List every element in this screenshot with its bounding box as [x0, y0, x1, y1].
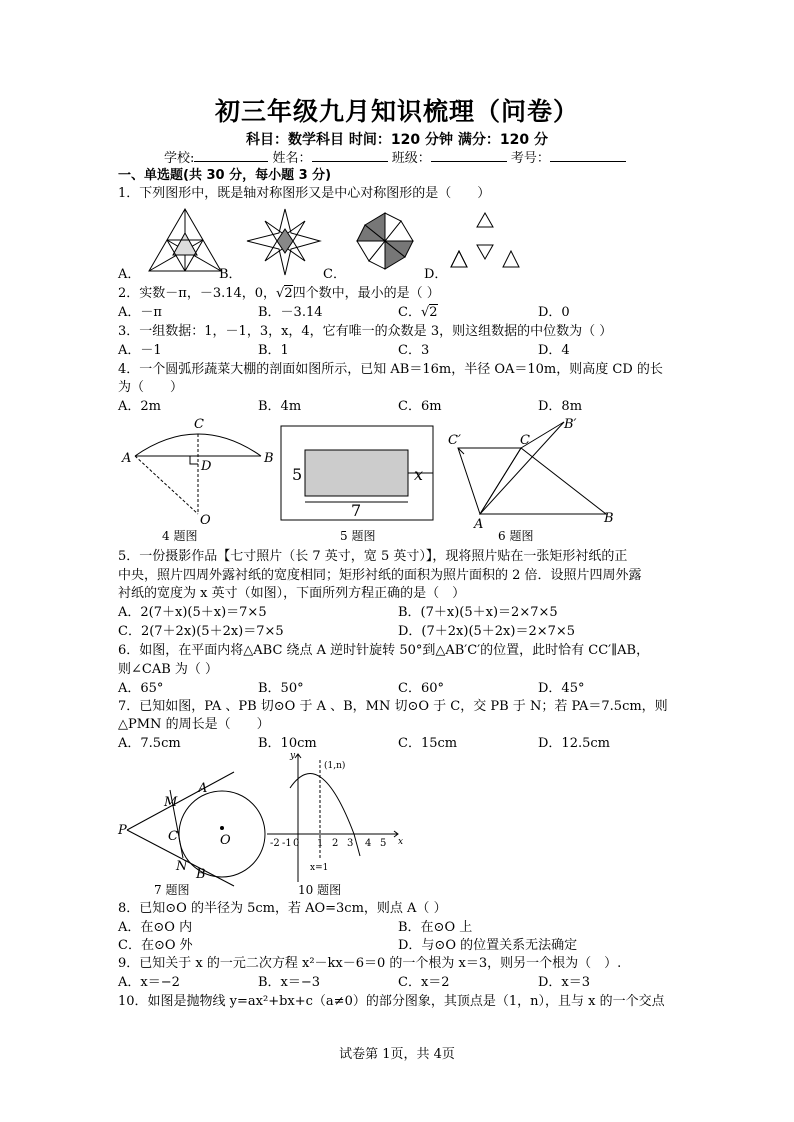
q1-option-d-figure — [451, 213, 519, 267]
q3-option-b[interactable]: B．1 — [258, 343, 289, 358]
q7-option-a[interactable]: A．7.5cm — [118, 736, 181, 751]
q5-stem-line1: 5．一份摄影作品【七寸照片（长 7 英寸，宽 5 英寸）】，现将照片贴在一张矩形衬纸的正 — [118, 549, 628, 564]
fig6-label-cprime: C′ — [448, 433, 461, 448]
q9-option-b[interactable]: B．x＝−3 — [258, 975, 321, 990]
fig10-tick-neg1: -1 — [282, 838, 292, 849]
q2-sqrt-arg: 2 — [284, 286, 293, 301]
fig10-vertex-label: (1,n) — [324, 761, 346, 771]
info-line — [164, 149, 626, 168]
q8-option-b[interactable]: B．在⊙O 上 — [398, 920, 473, 935]
q8-option-a[interactable]: A．在⊙O 内 — [118, 920, 193, 935]
q7-option-c[interactable]: C．15cm — [398, 736, 458, 751]
fig6-diagram — [458, 422, 606, 514]
school-blank[interactable] — [194, 149, 268, 162]
q7-stem-line1: 7．已知如图，PA 、PB 切⊙O 于 A 、B，MN 切⊙O 于 C，交 PB 于 N；若 PA＝7.5cm，则 — [118, 699, 668, 714]
sqrt-icon: √ — [420, 305, 430, 320]
q1-option-c-figure — [357, 213, 413, 269]
fig10-tick-4: 4 — [365, 838, 372, 849]
q6-option-d[interactable]: D．45° — [538, 681, 585, 696]
q6-option-a[interactable]: A．65° — [118, 681, 164, 696]
fig10-label-y: y — [290, 752, 296, 761]
fig7-label-m: M — [164, 795, 178, 810]
q9-option-c[interactable]: C．x＝2 — [398, 975, 450, 990]
q9-stem: 9．已知关于 x 的一元二次方程 x²－kx－6＝0 的一个根为 x＝3，则另一个根为（ ）. — [118, 956, 622, 971]
q5-option-d[interactable]: D．(7＋2x)(5＋2x)＝2×7×5 — [398, 624, 576, 639]
fig6-label-b: B — [604, 511, 614, 526]
fig4-label-a: A — [122, 451, 132, 466]
q4-option-b[interactable]: B．4m — [258, 399, 302, 414]
fig7-label-c: C — [168, 829, 178, 844]
fig4-diagram — [135, 434, 261, 514]
q2-option-c-arg: 2 — [429, 305, 438, 320]
class-blank[interactable] — [431, 149, 507, 162]
fig10-label-x: x — [398, 837, 404, 847]
q4-stem-line1: 4．一个圆弧形蔬菜大棚的剖面如图所示，已知 AB＝16m，半径 OA＝10m，则高度 CD 的长 — [118, 362, 663, 377]
q1-option-a-figure — [149, 209, 221, 271]
name-blank[interactable] — [312, 149, 388, 162]
fig10-caption: 10 题图 — [298, 883, 342, 897]
q2-stem-b: 四个数中，最小的是（ ） — [292, 286, 440, 301]
fig4-label-b: B — [264, 451, 274, 466]
q5-stem-line3: 衬纸的宽度为 x 英寸（如图），下面所列方程正确的是（ ） — [118, 586, 466, 601]
q2-stem-a: 2．实数－π，－3.14，0， — [118, 286, 277, 301]
q1-option-d[interactable]: D． — [424, 267, 448, 282]
fig6-label-a: A — [474, 517, 484, 532]
q8-option-c[interactable]: C．在⊙O 外 — [118, 938, 193, 953]
q9-option-a[interactable]: A．x＝−2 — [118, 975, 180, 990]
q1-stem: 1．下列图形中，既是轴对称图形又是中心对称图形的是（ ） — [118, 186, 491, 201]
fig7-label-o: O — [220, 833, 231, 848]
fig5-label-x: x — [414, 465, 424, 484]
q2-option-a[interactable]: A．－π — [118, 305, 162, 320]
section-heading: 一、单选题(共 30 分，每小题 3 分) — [118, 168, 332, 183]
class-label: 班级： — [391, 151, 431, 166]
fig4-caption: 4 题图 — [162, 529, 198, 543]
fig6-label-c: C — [520, 433, 530, 448]
q10-stem: 10．如图是抛物线 y=ax²+bx+c（a≠0）的部分图象，其顶点是（1，n），且与 x 的一个交点 — [118, 994, 665, 1009]
fig7-center-dot — [220, 826, 224, 830]
fig4-label-o: O — [200, 513, 211, 528]
q2-option-c-label: C． — [398, 305, 421, 320]
fig10-axis-eq: x=1 — [310, 863, 329, 873]
fig10-diagram — [267, 754, 398, 882]
fig5-caption: 5 题图 — [340, 529, 376, 543]
q5-stem-line2: 中央，照片四周外露衬纸的宽度相同；矩形衬纸的面积为照片面积的 2 倍．设照片四周外露 — [118, 568, 642, 583]
q1-option-c[interactable]: C． — [323, 267, 346, 282]
name-label: 姓名： — [272, 151, 312, 166]
q7-stem-line2: △PMN 的周长是（ ） — [118, 717, 270, 732]
q3-option-d[interactable]: D．4 — [538, 343, 570, 358]
q6-option-c[interactable]: C．60° — [398, 681, 444, 696]
q6-option-b[interactable]: B．50° — [258, 681, 304, 696]
figures-row1 — [118, 414, 628, 546]
q3-option-c[interactable]: C．3 — [398, 343, 430, 358]
q6-stem-line2: 则∠CAB 为（ ） — [118, 662, 219, 677]
fig10-tick-2: 2 — [332, 838, 339, 849]
q4-option-c[interactable]: C．6m — [398, 399, 442, 414]
q3-option-a[interactable]: A．－1 — [118, 343, 162, 358]
q2-option-b[interactable]: B．－3.14 — [258, 305, 323, 320]
q7-option-b[interactable]: B．10cm — [258, 736, 317, 751]
q1-option-b[interactable]: B． — [219, 267, 242, 282]
q5-option-a[interactable]: A．2(7＋x)(5＋x)＝7×5 — [118, 605, 267, 620]
q5-option-c[interactable]: C．2(7＋2x)(5＋2x)＝7×5 — [118, 624, 284, 639]
page-footer: 试卷第 1页，共 4页 — [339, 1047, 455, 1062]
exam-title: 初三年级九月知识梳理（问卷） — [214, 97, 579, 126]
fig7-label-n: N — [176, 859, 188, 874]
q2-option-c[interactable] — [398, 304, 438, 322]
school-label: 学校: — [164, 151, 195, 166]
fig10-tick-0: 0 — [293, 838, 300, 849]
fig4-label-d: D — [201, 459, 212, 474]
fig7-label-p: P — [118, 823, 127, 838]
fig6-caption: 6 题图 — [498, 529, 534, 543]
fig5-label-5: 5 — [292, 465, 303, 484]
fig10-tick-neg2: -2 — [270, 838, 280, 849]
q7-option-d[interactable]: D．12.5cm — [538, 736, 610, 751]
fig7-label-b: B — [196, 867, 206, 882]
figures-row2 — [112, 752, 412, 900]
fig7-label-a: A — [198, 781, 208, 796]
q8-option-d[interactable]: D．与⊙O 的位置关系无法确定 — [398, 938, 578, 953]
fig7-caption: 7 题图 — [154, 883, 190, 897]
q4-option-a[interactable]: A．2m — [118, 399, 161, 414]
exam-no-blank[interactable] — [550, 149, 626, 162]
q4-stem-line2: 为（ ） — [118, 380, 184, 395]
q8-stem: 8．已知⊙O 的半径为 5cm，若 AO=3cm，则点 A（ ） — [118, 901, 447, 916]
fig10-tick-1: 1 — [317, 838, 324, 849]
q2-stem — [118, 285, 440, 303]
q1-option-a[interactable]: A． — [118, 267, 141, 282]
q2-option-d[interactable]: D．0 — [538, 305, 570, 320]
q3-stem: 3．一组数据：1，－1，3，x，4，它有唯一的众数是 3，则这组数据的中位数为（ ） — [118, 324, 613, 339]
exam-subtitle: 科目：数学科目 时间：120 分钟 满分：120 分 — [246, 132, 548, 148]
fig10-tick-3: 3 — [347, 838, 354, 849]
q9-option-d[interactable]: D．x＝3 — [538, 975, 591, 990]
q1-option-b-figure — [247, 209, 320, 275]
fig10-tick-5: 5 — [380, 838, 387, 849]
q4-option-d[interactable]: D．8m — [538, 399, 583, 414]
sqrt-icon: √ — [276, 286, 285, 301]
fig4-label-c: C — [194, 417, 204, 432]
fig5-label-7: 7 — [351, 501, 362, 520]
q6-stem-line1: 6．如图，在平面内将△ABC 绕点 A 逆时针旋转 50°到△AB′C′的位置，此时恰有 CC′∥AB， — [118, 643, 650, 658]
q5-option-b[interactable]: B．(7＋x)(5＋x)＝2×7×5 — [398, 605, 558, 620]
fig6-label-bprime: B′ — [564, 417, 577, 432]
exam-no-label: 考号： — [510, 151, 550, 166]
